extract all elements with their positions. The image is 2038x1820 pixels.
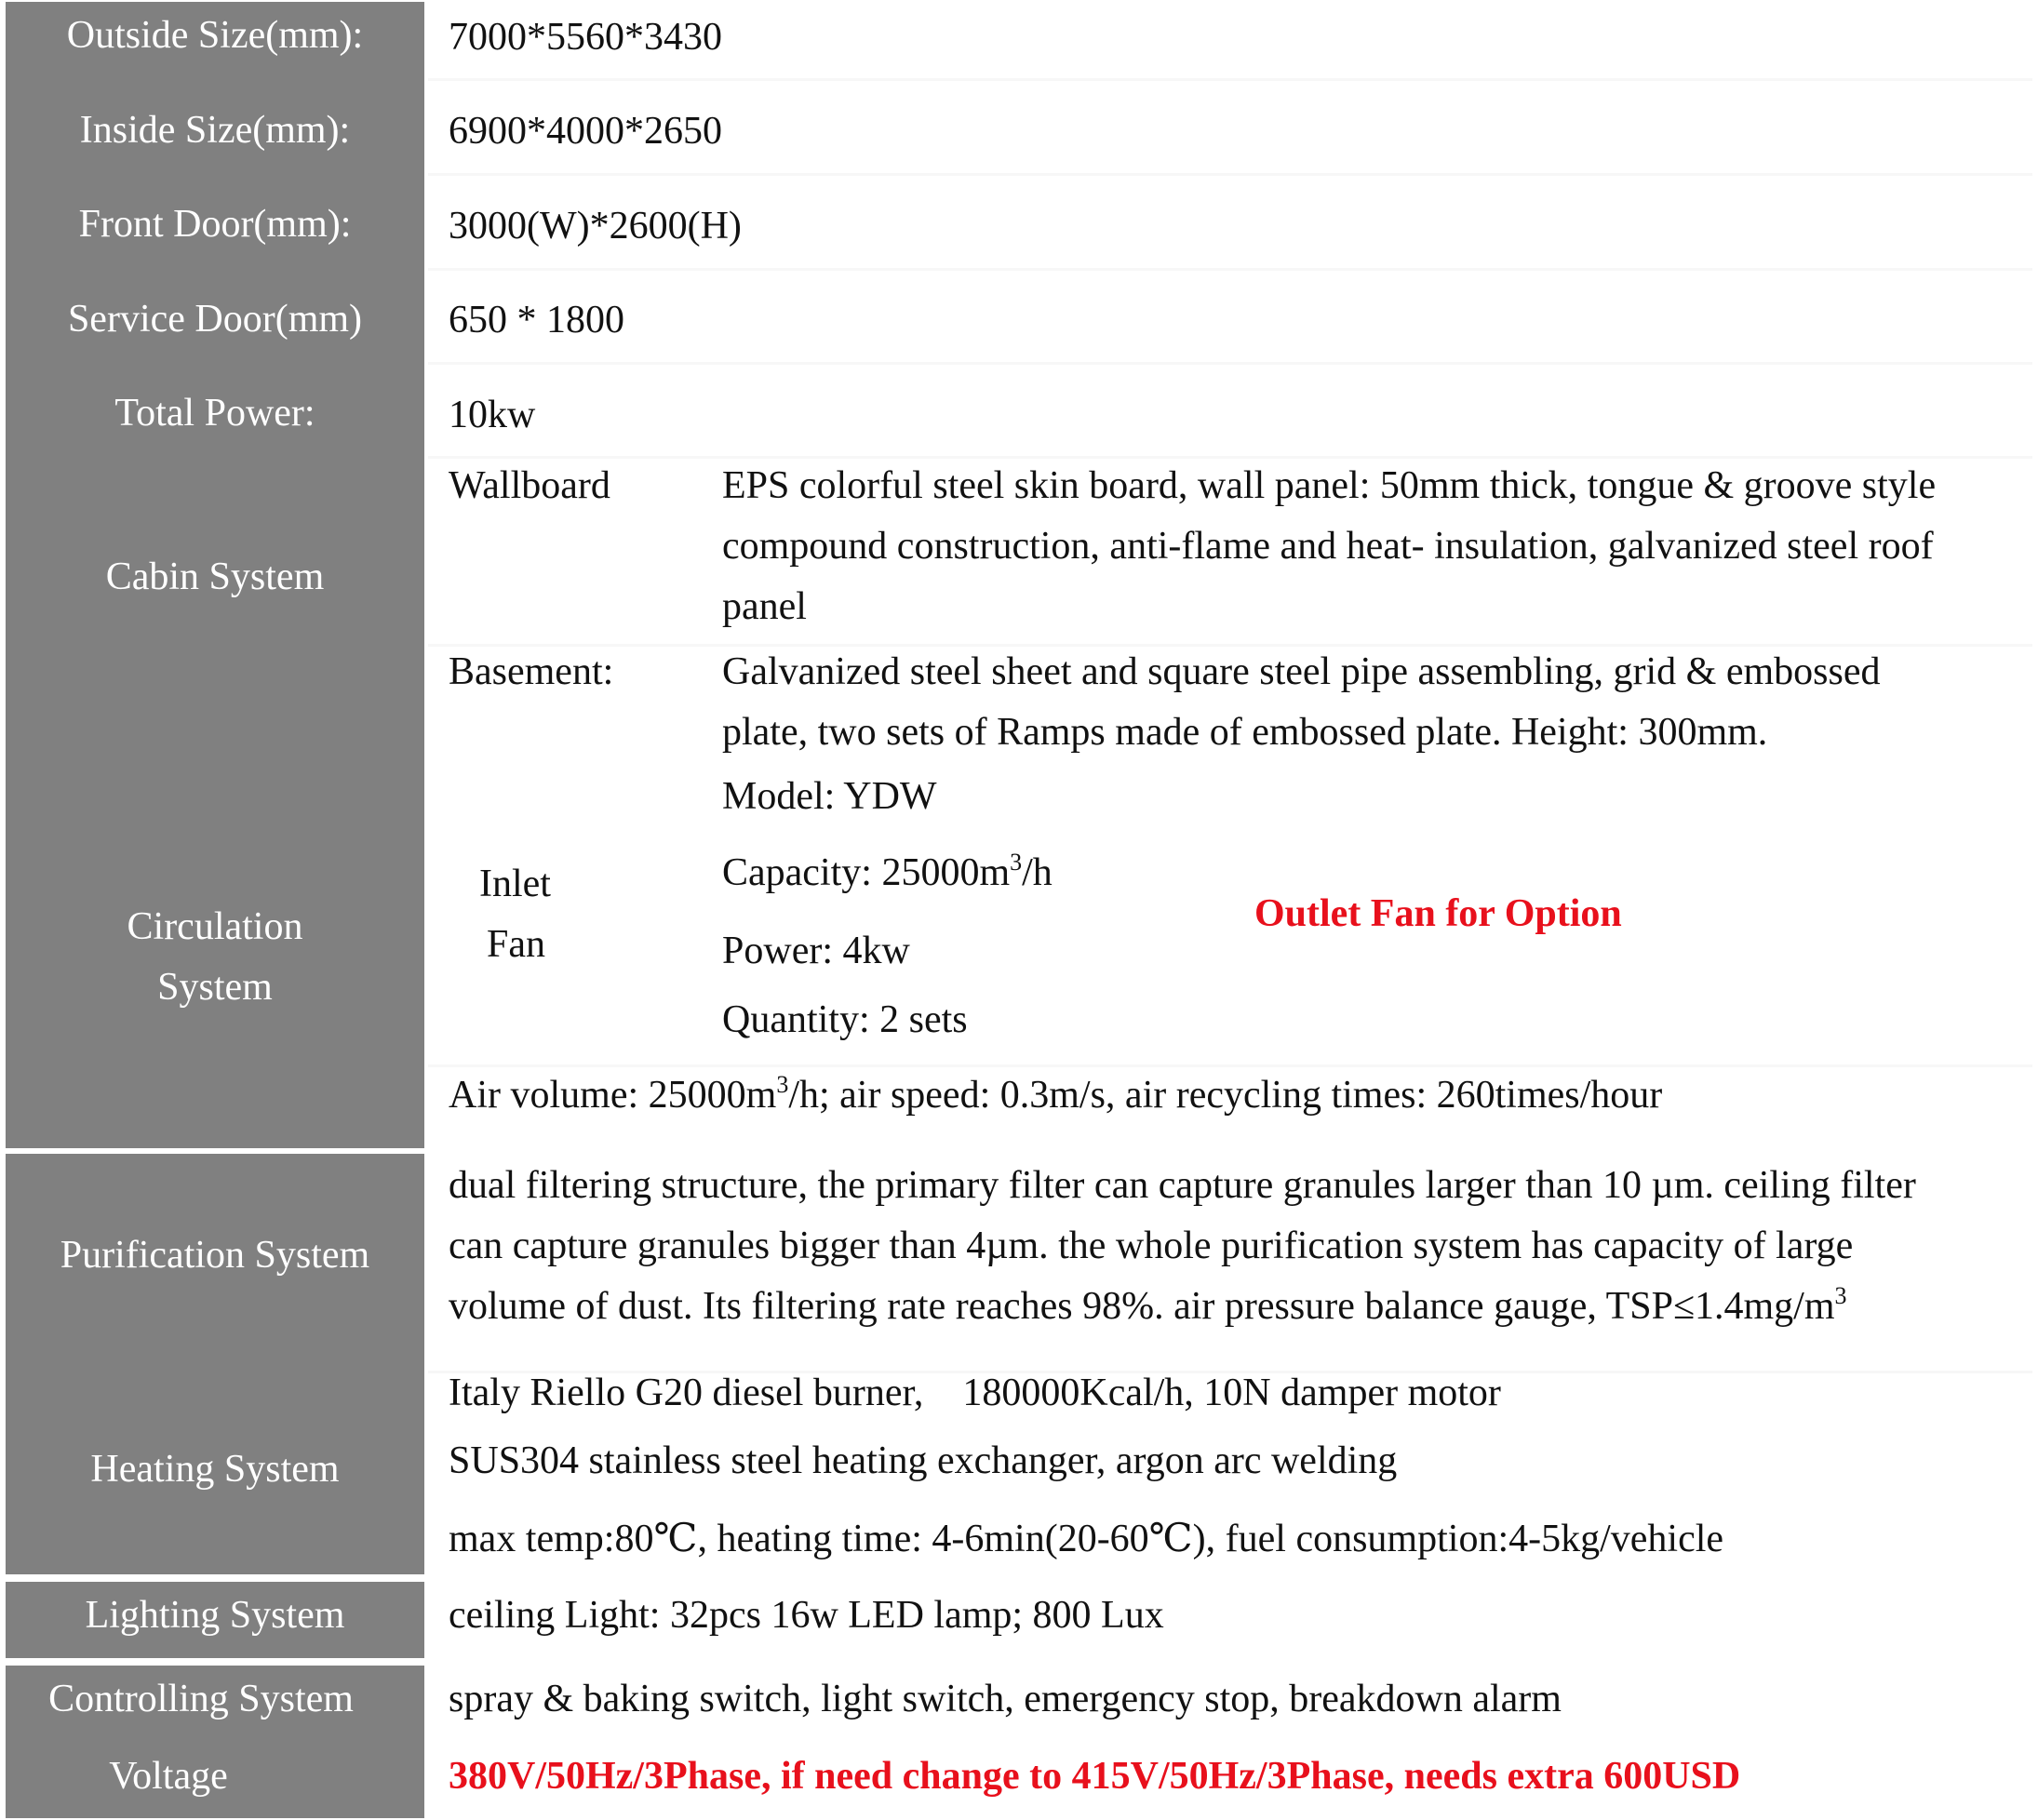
label-block-purification-heating [6,1154,424,1574]
controlling-value: spray & baking switch, light switch, emergency stop, breakdown alarm [449,1678,1562,1720]
heating-line-2: SUS304 stainless steel heating exchanger, argon arc welding [449,1439,1398,1482]
fan-capacity-sup: 3 [1010,849,1023,876]
purification-line-3-text: volume of dust. Its filtering rate reaches 98%. air pressure balance gauge, TSP≤1.4mg/m [449,1285,1835,1328]
outside-size-label: Outside Size(mm): [66,14,364,57]
wallboard-line-3: panel [722,585,807,628]
row-divider [428,173,2032,176]
wallboard-line-2: compound construction, anti-flame and heat- insulation, galvanized steel roof [722,525,1934,568]
purification-line-3 [449,1284,1847,1329]
front-door-label: Front Door(mm): [78,203,352,246]
air-volume-sup: 3 [776,1071,789,1098]
wallboard-label: Wallboard [449,464,610,507]
heating-line-1: Italy Riello G20 diesel burner, 180000Kcal/h, 10N damper motor [449,1372,1501,1414]
inlet-fan-label-1: Inlet [479,863,551,905]
fan-model: Model: YDW [722,775,937,818]
fan-quantity: Quantity: 2 sets [722,998,968,1041]
voltage-value: 380V/50Hz/3Phase, if need change to 415V/50Hz/3Phase, needs extra 600USD [449,1755,1741,1798]
purification-line-1: dual filtering structure, the primary filter can capture granules larger than 10 µm. ceiling filter [449,1164,1916,1207]
row-divider [428,78,2032,81]
basement-label: Basement: [449,650,614,693]
fan-power: Power: 4kw [722,930,910,972]
total-power-label: Total Power: [114,392,315,435]
front-door-value: 3000(W)*2600(H) [449,205,742,248]
lighting-value: ceiling Light: 32pcs 16w LED lamp; 800 Lux [449,1594,1164,1637]
voltage-label: Voltage [109,1755,228,1798]
row-divider [428,1064,2032,1067]
row-divider [428,644,2032,647]
circulation-system-label-1: Circulation [127,905,303,948]
label-block-lighting [6,1582,424,1658]
inlet-fan-label-2: Fan [487,923,545,966]
fan-capacity-suffix: /h [1022,851,1053,894]
total-power-value: 10kw [449,394,536,436]
label-block-control-voltage [6,1666,424,1818]
row-divider [428,268,2032,271]
fan-capacity-prefix: Capacity: 25000m [722,851,1011,894]
purification-line-2: can capture granules bigger than 4µm. the whole purification system has capacity of large [449,1224,1854,1267]
outlet-fan-option: Outlet Fan for Option [1254,892,1622,935]
service-door-label: Service Door(mm) [67,298,363,341]
label-block-general [6,2,424,1148]
inside-size-label: Inside Size(mm): [79,109,351,152]
circulation-system-label-2: System [157,966,273,1009]
service-door-value: 650 * 1800 [449,299,624,341]
wallboard-line-1: EPS colorful steel skin board, wall panel: 50mm thick, tongue & groove style [722,464,1937,507]
heating-line-3: max temp:80℃, heating time: 4-6min(20-60℃), fuel consumption:4-5kg/vehicle [449,1518,1724,1560]
air-volume-prefix: Air volume: 25000m [449,1074,777,1117]
row-divider [428,456,2032,459]
inside-size-value: 6900*4000*2650 [449,110,722,153]
heating-system-label: Heating System [90,1448,340,1491]
air-volume [449,1073,1662,1117]
basement-line-1: Galvanized steel sheet and square steel pipe assembling, grid & embossed [722,650,1881,693]
outside-size-value: 7000*5560*3430 [449,16,722,59]
row-divider [428,362,2032,365]
air-volume-suffix: /h; air speed: 0.3m/s, air recycling times: 260times/hour [788,1074,1663,1117]
fan-capacity [722,850,1053,895]
basement-line-2: plate, two sets of Ramps made of embossed plate. Height: 300mm. [722,711,1768,754]
controlling-system-label: Controlling System [48,1678,354,1720]
purification-line-3-sup: 3 [1834,1282,1847,1309]
lighting-system-label: Lighting System [85,1594,345,1637]
purification-system-label: Purification System [60,1234,370,1277]
cabin-system-label: Cabin System [105,555,325,598]
